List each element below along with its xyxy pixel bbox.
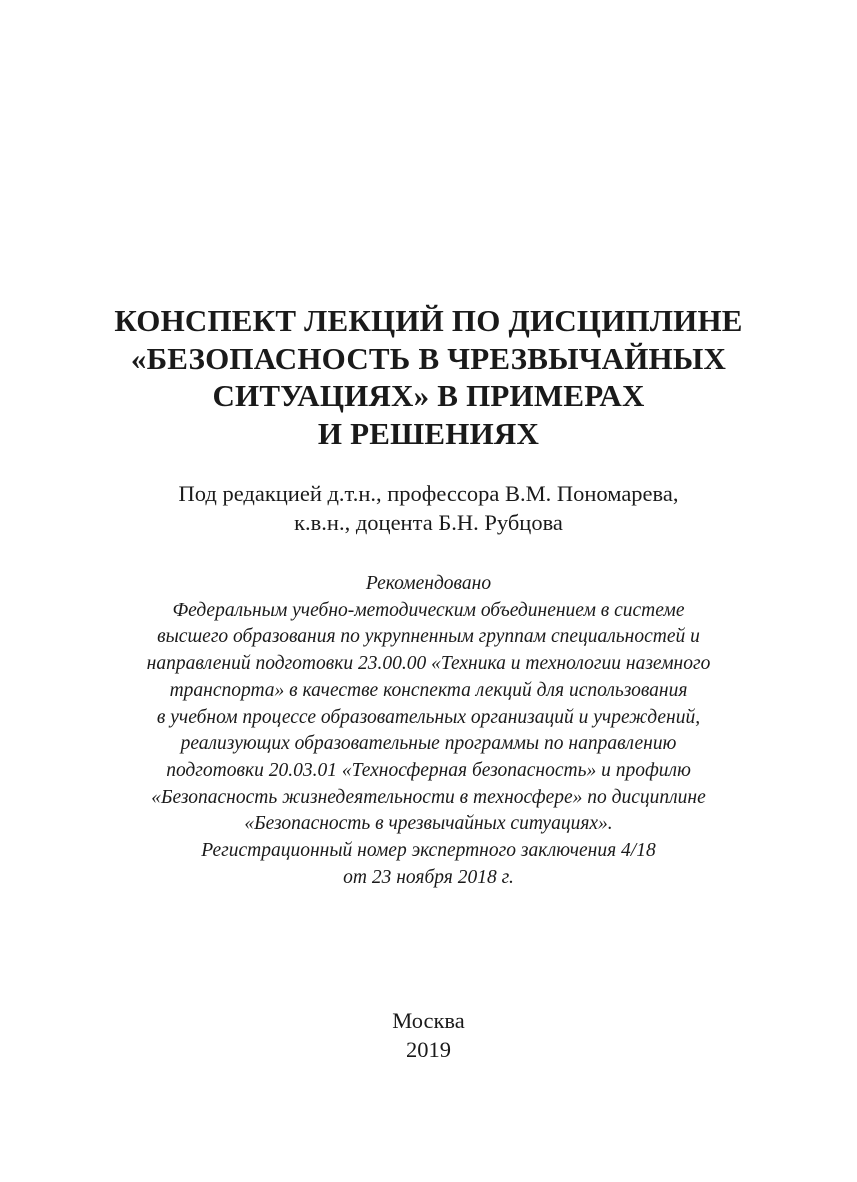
book-title-line: КОНСПЕКТ ЛЕКЦИЙ ПО ДИСЦИПЛИНЕ <box>114 303 743 338</box>
imprint-block <box>60 1006 797 1064</box>
recommendation-line: реализующих образовательные программы по направлению <box>180 733 677 755</box>
recommendation-line: в учебном процессе образовательных организаций и учреждений, <box>156 706 701 728</box>
book-title-line: СИТУАЦИЯХ» В ПРИМЕРАХ <box>212 378 645 413</box>
recommendation-line: подготовки 20.03.01 «Техносферная безопасность» и профилю <box>166 759 691 781</box>
editors-line: к.в.н., доцента Б.Н. Рубцова <box>294 510 563 535</box>
recommendation-line: высшего образования по укрупненным группам специальностей и <box>157 626 700 648</box>
recommendation-block <box>60 571 797 891</box>
recommendation-line: транспорта» в качестве конспекта лекций для использования <box>169 679 688 701</box>
recommendation-line: направлений подготовки 23.00.00 «Техника и технологии наземного <box>146 653 711 675</box>
book-title-line: И РЕШЕНИЯХ <box>317 415 540 451</box>
book-title-line: «БЕЗОПАСНОСТЬ В ЧРЕЗВЫЧАЙНЫХ <box>130 340 727 376</box>
book-title <box>60 302 797 452</box>
recommendation-line: Регистрационный номер экспертного заключения 4/18 <box>201 840 656 862</box>
recommendation-line: Федеральным учебно-методическим объединением в системе <box>172 599 685 621</box>
recommendation-line: «Безопасность в чрезвычайных ситуациях». <box>244 813 613 835</box>
recommendation-line: «Безопасность жизнедеятельности в техносфере» по дисциплине <box>151 786 706 808</box>
recommendation-line: от 23 ноября 2018 г. <box>343 866 514 888</box>
imprint-city: Москва <box>392 1008 465 1033</box>
imprint-year: 2019 <box>406 1037 451 1062</box>
recommendation-line: Рекомендовано <box>365 573 492 594</box>
editors-line: Под редакцией д.т.н., профессора В.М. Пономарева, <box>178 481 679 506</box>
editors-block <box>60 479 797 537</box>
